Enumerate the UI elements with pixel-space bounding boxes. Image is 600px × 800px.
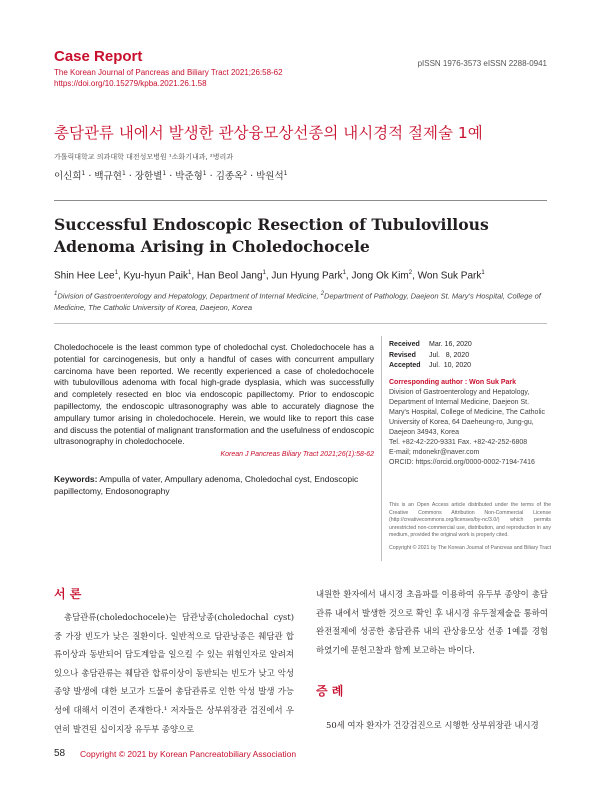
author-sup: 1 <box>162 169 167 177</box>
author-name: 백규현 <box>94 171 122 182</box>
accepted-date: Jul. 10, 2020 <box>429 362 472 369</box>
author-sup: 2 <box>243 169 248 177</box>
journal-citation-line: The Korean Journal of Pancreas and Biliary Tract 2021;26:58-62 <box>54 68 283 77</box>
doi-link[interactable]: https://doi.org/10.15279/kpba.2021.26.1.58 <box>54 79 207 88</box>
korean-affiliation: 가톨릭대학교 의과대학 대전성모병원 ¹소화기내과, ²병리과 <box>54 153 234 161</box>
received-label: Received <box>389 341 420 348</box>
intro-left-column: 총담관류(choledochocele)는 담관낭종(choledochal cyst) 중 가장 빈도가 낮은 질환이다. 일반적으로 담관낭종은 췌담관 합류이상과 동반되어 담도계암을 일으킬 수 있는 위험인자로 알려져 있으나 총담관류는 췌담관 합류이상이 동반되는 빈도가 낮고 악성 종양 발생에 대한 보고가 드물어 총담관류로 인한 악성 발생 가능성에 대해서 이견이 존재한다.¹ 저자들은 상부위장관 검진에서 우연히 발견된 십이지장 유두부 종양으로 <box>54 612 294 734</box>
author-name: 김종옥 <box>215 171 244 182</box>
keywords-list: Ampulla of vater, Ampullary adenoma, Choledochal cyst, Endoscopic papillectomy, Endosonography <box>54 474 359 496</box>
english-affiliation <box>54 289 549 313</box>
affil-sup: 2 <box>320 291 325 297</box>
keywords-label: Keywords: <box>54 474 98 484</box>
revised-label: Revised <box>389 351 416 359</box>
author-sup: 1 <box>342 270 346 276</box>
corr-line: Mary's Hospital, College of Medicine, The Catholic <box>389 409 546 416</box>
open-access-notice: This is an Open Access article distributed under the terms of the Creative Commons Attribution Non-Commercial License (http://creativecommons.org/licenses/by-nc/3.0/) which permits unrestricted non-commercial use, distribution, and reproduction in any medium, provided the original work is properly cited. <box>389 502 551 538</box>
case-heading: 증 례 <box>316 684 344 698</box>
divider <box>54 323 547 324</box>
english-authors: Shin Hee Lee$^1$, Kyu-hyun Paik$^1$, Han Beol Jang$^1$, Jun Hyung Park$^1$, Jong Ok Kim$^2$, Won Suk Park$^1$ <box>54 270 485 282</box>
page-number: 58 <box>54 748 66 759</box>
case-text: 50세 여자 환자가 건강검진으로 시행한 상부위장관 내시경 <box>326 720 539 730</box>
author-sup: 1 <box>188 270 192 276</box>
author-sup: 1 <box>114 270 118 276</box>
author-name: Kyu-hyun Paik <box>123 270 188 282</box>
corr-email[interactable]: E-mail; mdonekr@naver.com <box>389 449 480 456</box>
corr-orcid[interactable]: ORCID: https://orcid.org/0000-0002-7194-7416 <box>389 459 535 466</box>
korean-authors: 이신희$^1$ · 백규현$^1$ · 장한별$^1$ · 박준형$^1$ · 김종옥$^2$ · 박원석$^1$ <box>54 169 288 182</box>
corresponding-author <box>389 378 549 468</box>
author-sup: 1 <box>262 270 266 276</box>
author-sup: 1 <box>481 270 485 276</box>
issn-line: pISSN 1976-3573 eISSN 2288-0941 <box>417 59 547 68</box>
article-type: Case Report <box>54 48 143 65</box>
sidebar-divider <box>381 336 382 561</box>
accepted-label: Accepted <box>389 362 421 369</box>
author-sup: 1 <box>202 169 207 177</box>
author-sup: 2 <box>408 270 413 276</box>
author-name: 박원석 <box>256 171 284 182</box>
corr-line: Department of Internal Medicine, Daejeon St. <box>389 399 530 406</box>
english-title: Successful Endoscopic Resection of Tubulovillous Adenoma Arising in Choledochocele <box>54 215 489 256</box>
corr-line: Division of Gastroenterology and Hepatology, <box>389 389 530 396</box>
journal-copyright: Copyright © 2021 by The Korean Journal of Pancreas and Biliary Tract <box>389 545 552 551</box>
abstract-text: Choledochocele is the least common type of choledochal cyst. Choledochocele has a potential for carcinogenesis, but only a handful of cases with concurrent ampullary carcinoma have been reported. We recently experienced a case of choledochocele with tubulovillous adenoma with focal high-grade dysplasia, which was successfully and completely resected en bloc via endoscopic papillectomy. Prior to endoscopic papillectomy, the endoscopic ultrasonography was able to accurately diagnose the ampullary tumor arising in choledochocele. Herein, we would like to report this case and discuss the potential of malignant transformation and the usefulness of endoscopic ultrasonography in choledochocele. <box>54 342 374 447</box>
author-name: Won Suk Park <box>417 270 482 282</box>
divider <box>54 200 547 201</box>
korean-title: 총담관류 내에서 발생한 관상융모상선종의 내시경적 절제술 1예 <box>54 124 483 142</box>
abstract-citation: Korean J Pancreas Biliary Tract 2021;26(1):58-62 <box>220 451 374 458</box>
affil-sup: 1 <box>54 291 58 297</box>
author-name: Shin Hee Lee <box>54 270 115 282</box>
footer-copyright: Copyright © 2021 by Korean Pancreatobiliary Association <box>80 749 297 759</box>
intro-heading: 서 론 <box>54 587 82 601</box>
author-name: 이신희 <box>54 171 82 182</box>
author-name: Han Beol Jang <box>196 270 263 282</box>
author-sup: 1 <box>121 169 126 177</box>
revised-date: Jul. 8, 2020 <box>429 351 470 359</box>
author-sup: 1 <box>81 169 86 177</box>
keywords <box>54 474 374 497</box>
intro-right-column: 내원한 환자에서 내시경 초음파를 이용하여 유두부 종양이 총담관류 내에서 발생한 것으로 확인 후 내시경 유두절제술을 통하여 완전절제에 성공한 총담관류 내의 관상융모상 선종 1예를 경험하였기에 문헌고찰과 함께 보고하는 바이다. <box>316 589 548 655</box>
corresponding-author-heading: Corresponding author : Won Suk Park <box>389 379 517 386</box>
affiliation-2: Department of Pathology, Daejeon St. Mary's Hospital, College of Medicine, The Catholic University of Korea, Daejeon, Korea <box>54 291 541 312</box>
author-sup: 1 <box>283 169 288 177</box>
corr-line: Daejeon 34943, Korea <box>389 429 460 436</box>
author-name: 장한별 <box>134 171 163 182</box>
author-name: 박준형 <box>175 171 203 182</box>
corr-line: University of Korea, 64 Daeheung-ro, Jung-gu, <box>389 419 534 426</box>
received-date: Mar. 16, 2020 <box>429 341 472 348</box>
article-dates <box>389 340 472 372</box>
affiliation-1: Division of Gastroenterology and Hepatology, Department of Internal Medicine, <box>57 291 321 301</box>
author-name: Jun Hyung Park <box>271 270 343 282</box>
corr-phone: Tel. +82-42-220-9331 Fax. +82-42-252-6808 <box>389 439 528 446</box>
author-name: Jong Ok Kim <box>351 270 409 282</box>
